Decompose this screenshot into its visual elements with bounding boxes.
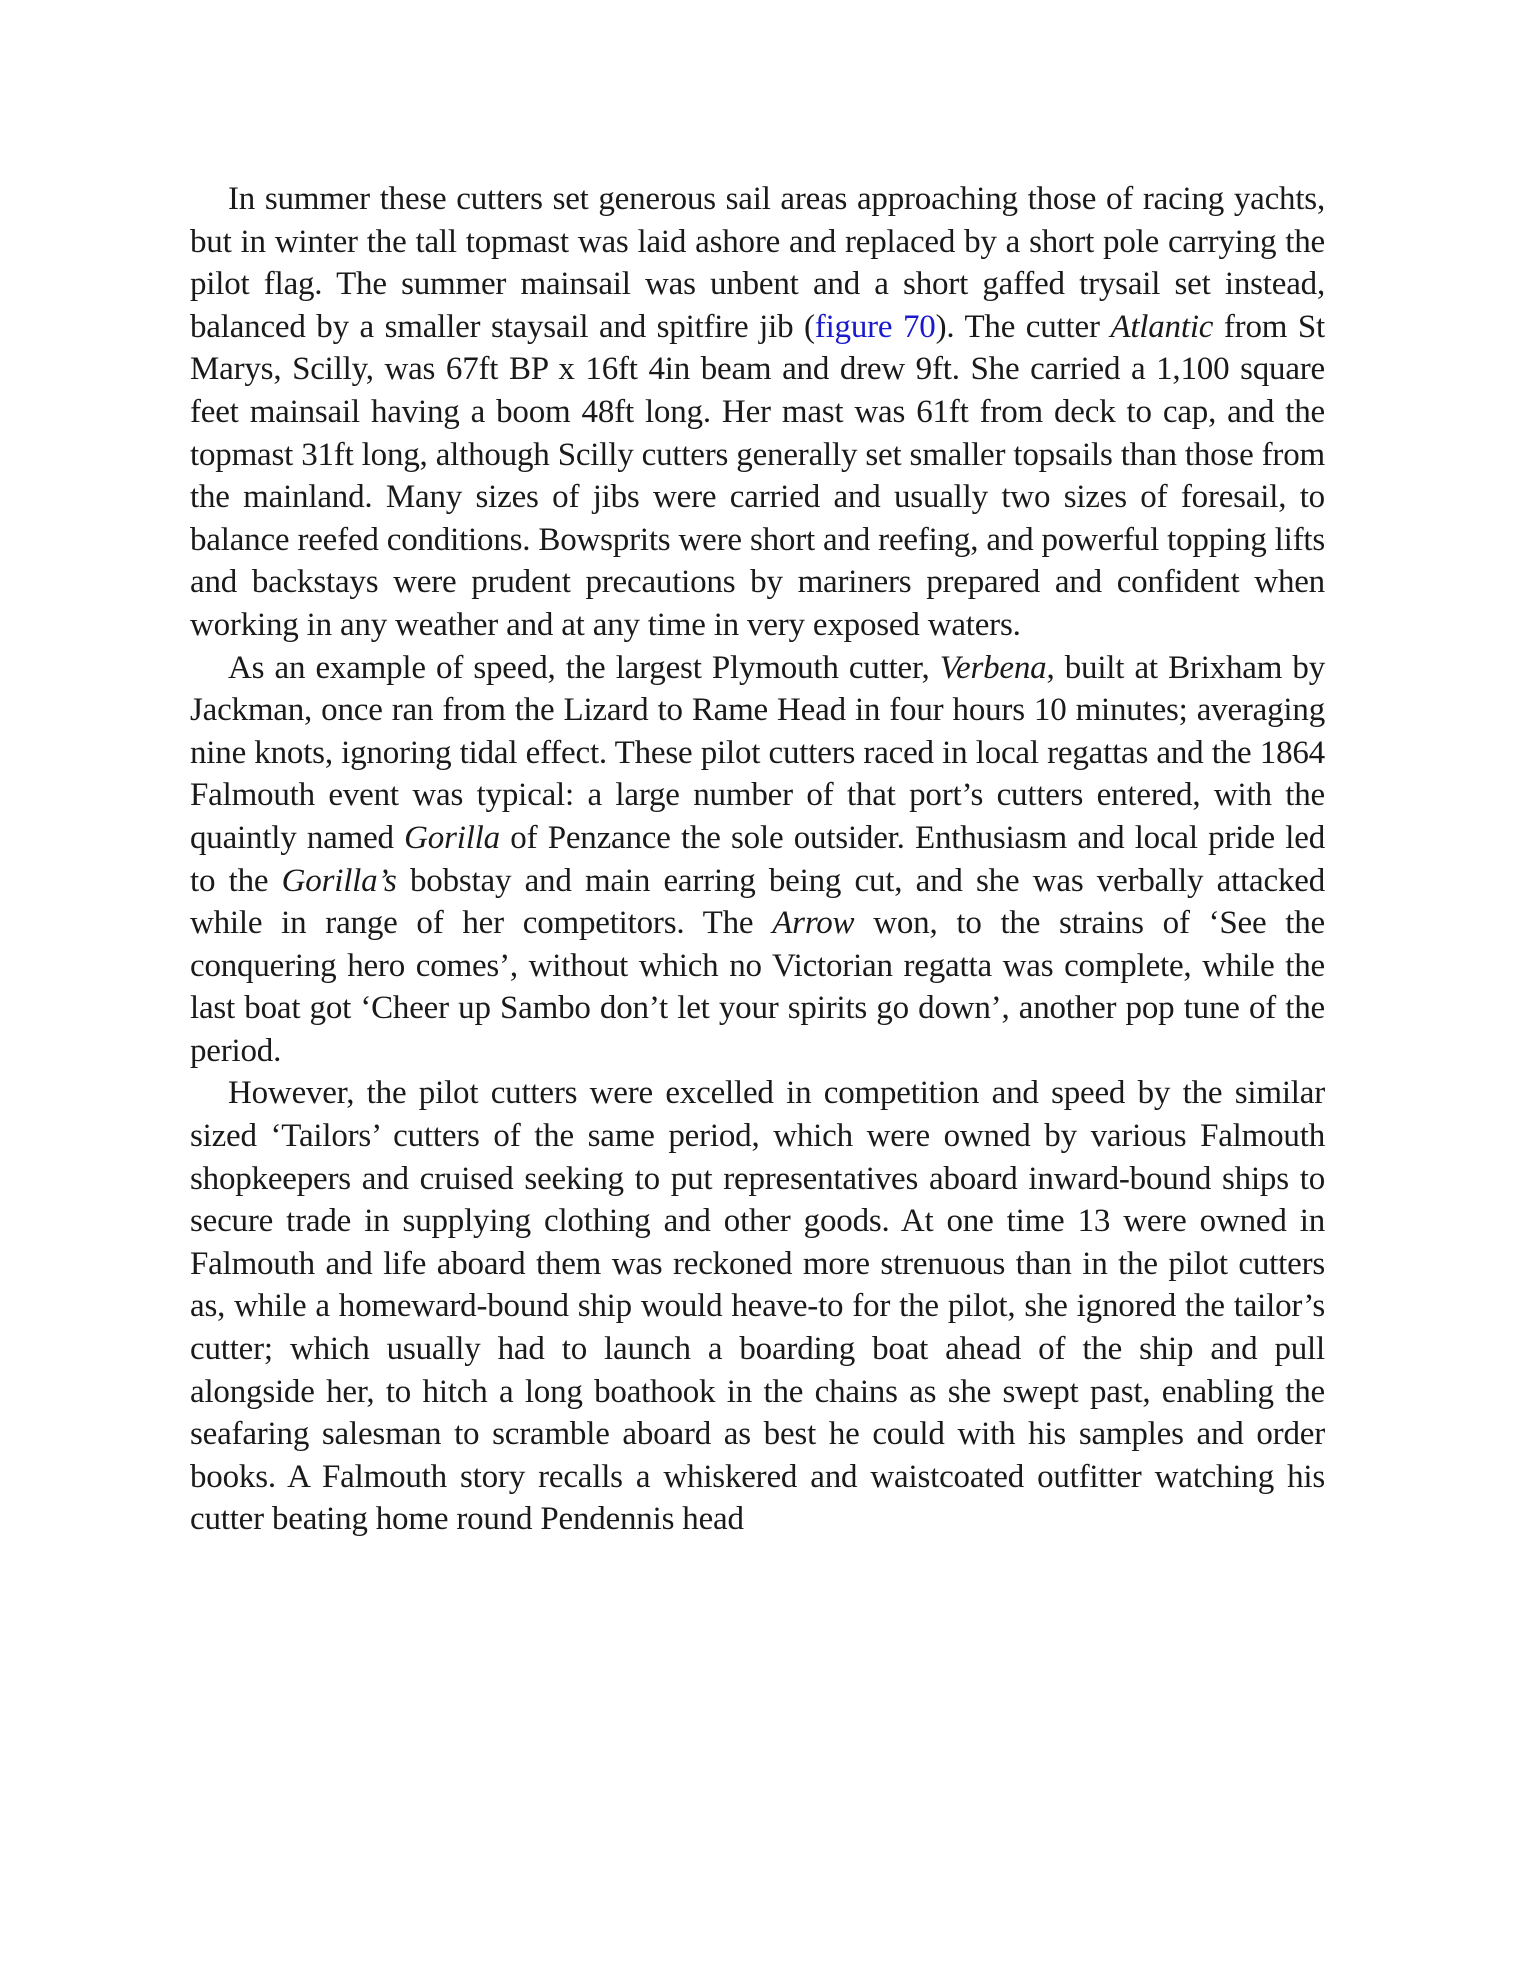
- ship-name-arrow: Arrow: [772, 905, 855, 942]
- paragraph-text: of Penzance the sole outsider. Enthusiasm and local pride led to the: [190, 819, 1325, 899]
- paragraph-3: [190, 1072, 1325, 1541]
- paragraph-text: In summer these cutters set generous sail areas approaching those of racing yachts, but in winter the tall topmast was laid ashore and replaced by a short pole carrying the pilot flag. The summer mainsail was unbent and a short gaffed trysail set instead, balanced by a smaller staysail and spitfire jib (: [190, 181, 1325, 345]
- paragraph-text: ). The cutter: [935, 308, 1111, 345]
- document-page: [190, 178, 1325, 1541]
- ship-name-atlantic: Atlantic: [1110, 308, 1214, 345]
- ship-name-gorillas: Gorilla’s: [281, 862, 397, 899]
- ship-name-gorilla: Gorilla: [404, 819, 500, 856]
- figure-70-link[interactable]: figure 70: [814, 308, 936, 345]
- paragraph-1: [190, 178, 1325, 647]
- ship-name-verbena: Verbena: [939, 649, 1047, 686]
- paragraph-text: won, to the strains of ‘See the conquering hero comes’, without which no Victorian regatta was complete, while the last boat got ‘Cheer up Sambo don’t let your spirits go down’, another pop tune of the period.: [190, 905, 1325, 1069]
- paragraph-text: However, the pilot cutters were excelled in competition and speed by the similar sized ‘Tailors’ cutters of the same period, which were owned by various Falmouth shopkeepers and cruised seeking to put representatives aboard inward-bound ships to secure trade in supplying clothing and other goods. At one time 13 were owned in Falmouth and life aboard them was reckoned more strenuous than in the pilot cutters as, while a homeward-bound ship would heave-to for the pilot, she ignored the tailor’s cutter; which usually had to launch a boarding boat ahead of the ship and pull alongside her, to hitch a long boathook in the chains as she swept past, enabling the seafaring salesman to scramble aboard as best he could with his samples and order books. A Falmouth story recalls a whiskered and waistcoated outfitter watching his cutter beating home round Pendennis head: [190, 1075, 1325, 1538]
- paragraph-text: from St Marys, Scilly, was 67ft BP x 16ft 4in beam and drew 9ft. She carried a 1,100 square feet mainsail having a boom 48ft long. Her mast was 61ft from deck to cap, and the topmast 31ft long, although Scilly cutters generally set smaller topsails than those from the mainland. Many sizes of jibs were carried and usually two sizes of foresail, to balance reefed conditions. Bowsprits were short and reefing, and powerful topping lifts and backstays were prudent precautions by mariners prepared and confident when working in any weather and at any time in very exposed waters.: [190, 308, 1325, 643]
- paragraph-text: As an example of speed, the largest Plymouth cutter,: [228, 649, 940, 686]
- paragraph-text: bobstay and main earring being cut, and she was verbally attacked while in range of her competitors. The: [190, 862, 1325, 942]
- paragraph-2: [190, 647, 1325, 1073]
- paragraph-text: , built at Brixham by Jackman, once ran from the Lizard to Rame Head in four hours 10 minutes; averaging nine knots, ignoring tidal effect. These pilot cutters raced in local regattas and the 1864 Falmouth event was typical: a large number of that port’s cutters entered, with the quaintly named: [190, 649, 1325, 856]
